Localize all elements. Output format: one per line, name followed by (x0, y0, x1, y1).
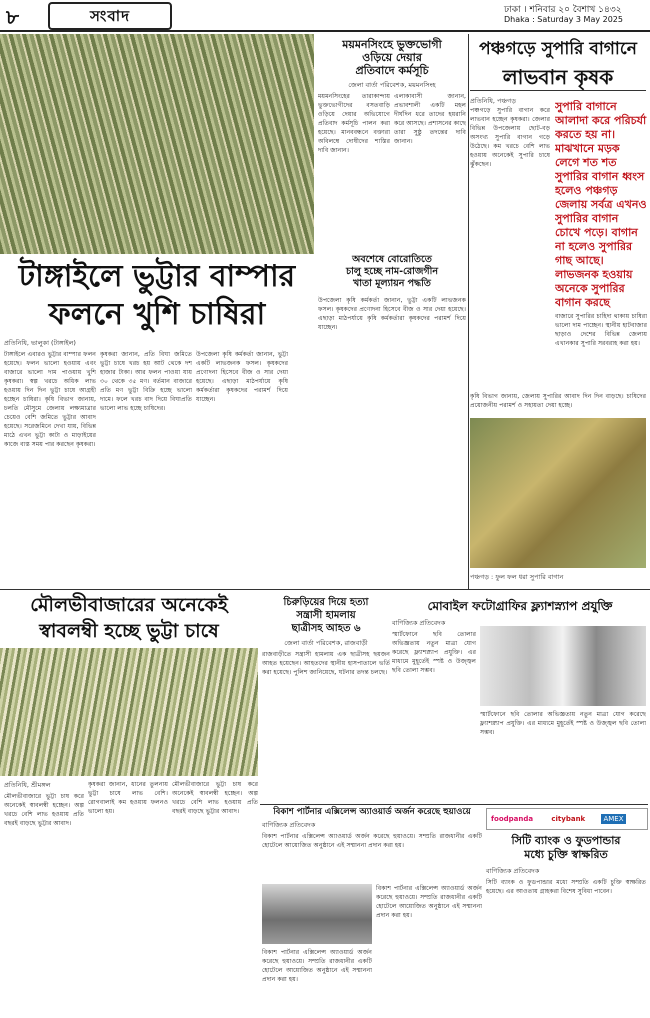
maize-byline: প্রতিনিধি, ভালুকা (টাঙ্গাইল) (4, 339, 76, 347)
mymensingh-byline: জেলা বার্তা পরিবেশক, ময়মনসিংহ (348, 81, 436, 89)
moulvibazar-text-col-3: মৌলভীবাজারে ভুট্টা চাষ করে অনেকেই স্বাবলম্বী হচ্ছেন। অল্প খরচে বেশি লাভ হওয়ায় প্রতি বছরই বাড়ছে ভুট্টার আবাদ। (172, 781, 258, 815)
city-title-line-2: মধ্যে চুক্তি স্বাক্ষরিত (524, 848, 608, 861)
betel-text-col-2: বাজারে সুপারির চাহিদা থাকায় চাষিরা ভালো দাম পাচ্ছেন। স্থানীয় হাটবাজার ছাড়াও দেশের বিভিন্ন জেলায় এখানকার সুপারি সরবরাহ করা হয়। (555, 313, 647, 347)
mymensingh-title-line-2: ওড়িয়ে দেয়ার (362, 51, 422, 64)
citybank-logo: citybank (551, 815, 586, 823)
betel-title (470, 38, 646, 60)
moulvibazar-photo (0, 648, 258, 776)
rice-title-line-3: খাতা মূল্যায়ন পদ্ধতি (353, 278, 431, 289)
maize-headline-line-1: টাঙ্গাইলে ভুট্টার বাম্পার (18, 259, 296, 294)
chirudia-title (262, 596, 390, 635)
maize-text-col-2: কৃষকরা জানান, প্রতি বিঘা জমিতে ভুট্টা চাষে খরচ হয় আট থেকে দশ হাজার টাকা। আর ফলন পাওয়া যায় ৩০ থেকে ৩৫ মণ। বর্তমান বাজারে প্রতি মণ ভুট্টা বিক্রি হচ্ছে ভালো দামে। ফলে খরচ বাদ দিয়ে বিঘাপ্রতি ভালো লাভ হচ্ছে চাষিদের। (100, 351, 192, 412)
bikash-award-photo (262, 884, 372, 944)
betel-title-line-1: পঞ্চগড়ে সুপারি বাগানে (479, 39, 637, 59)
bikash-text-3: বিকাশ পার্টনার এক্সিলেন্স অ্যাওয়ার্ড অর্জন করেছে হুয়াওয়ে। সম্প্রতি রাজধানীর একটি হোটেলে আয়োজিত অনুষ্ঠানে এই সম্মাননা প্রদান করা হয়। (262, 949, 372, 983)
city-logo-strip (486, 808, 648, 830)
mymensingh-text-col-2: এলাকাবাসী জানান, প্রভাবশালী একটি মহল দীর্ঘদিন ধরে তাদের হয়রানি করে আসছে। প্রশাসনের কাছে তারা সুষ্ঠু তদন্তের দাবি জানান। (394, 93, 466, 145)
maize-headline-line-2: ফলনে খুশি চাষিরা (48, 297, 266, 332)
city-title (486, 834, 646, 862)
bikash-text: বিকাশ পার্টনার এক্সিলেন্স অ্যাওয়ার্ড অর্জন করেছে হুয়াওয়ে। সম্প্রতি রাজধানীর একটি হোটেলে আয়োজিত অনুষ্ঠানে এই সম্মাননা প্রদান করা হয়। (262, 833, 482, 849)
city-byline: বাণিজ্যিক প্রতিবেদক (486, 867, 540, 875)
bikash-divider (260, 804, 648, 805)
chirudia-title-line-1: চিরুড়িয়ের দিয়ে হত্যা (283, 597, 369, 608)
amex-logo: AMEX (603, 815, 624, 823)
mymensingh-text-col-1: ময়মনসিংহের তারাকান্দায় ভুক্তভোগীদের বসতবাড়ি ওড়িয়ে দেয়ার অভিযোগে প্রতিবাদ কর্মসূচি পালন করা হয়েছে। মানববন্ধনে বক্তারা অবিলম্বে দোষীদের শাস্তির দাবি জানান। (318, 93, 390, 154)
betel-text-col-3: কৃষি বিভাগ জানায়, জেলায় সুপারির আবাদ দিন দিন বাড়ছে। চাষিদের প্রয়োজনীয় পরামর্শ ও সহায়তা দেয়া হচ্ছে। (470, 393, 646, 409)
betel-text-col-1: পঞ্চগড়ে সুপারি বাগান করে লাভবান হচ্ছেন কৃষকরা। জেলার বিভিন্ন উপজেলায় ছোট-বড় অসংখ্য সুপারি বাগান গড়ে উঠেছে। কম খরচে বেশি লাভ হওয়ায় অনেকেই সুপারি চাষে ঝুঁকছেন। (470, 107, 550, 168)
city-text: সিটি ব্যাংক ও ফুডপান্ডার মধ্যে সম্প্রতি একটি চুক্তি স্বাক্ষরিত হয়েছে। এর আওতায় গ্রাহকরা বিশেষ সুবিধা পাবেন। (486, 879, 646, 895)
mobile-text-2: স্মার্টফোনে ছবি তোলার অভিজ্ঞতায় নতুন মাত্রা যোগ করেছে ফ্ল্যাশস্ন্যাপ প্রযুক্তি। এর মাধ্যমে মুহূর্তেই স্পষ্ট ও উজ্জ্বল ছবি তোলা সম্ভব। (480, 711, 646, 736)
mobile-phone-photo (480, 626, 646, 706)
maize-text-col-1: টাঙ্গাইলে এবারও ভুট্টার বাম্পার ফলন হয়েছে। ফলন ভালো হওয়ায় এবং বাজারে ভালো দাম পাওয়ায় খুশি কৃষকরা। স্বল্প খরচে অধিক লাভ হওয়ায় দিন দিন ভুট্টা চাষে আগ্রহী হচ্ছেন চাষিরা। কৃষি বিভাগ জানায়, চলতি মৌসুমে জেলায় লক্ষ্যমাত্রার চেয়েও বেশি জমিতে ভুট্টার আবাদ হয়েছে। সরেজমিনে দেখা যায়, বিভিন্ন মাঠে এখন ভুট্টা কাটা ও মাড়াইয়ের কাজে ব্যস্ত সময় পার করছেন কৃষকরা। (4, 351, 96, 448)
masthead-logo[interactable]: সংবাদ (48, 2, 172, 30)
moulvibazar-byline: প্রতিনিধি, শ্রীমঙ্গল (4, 781, 51, 789)
rice-title (318, 254, 466, 290)
city-title-line-1: সিটি ব্যাংক ও ফুডপান্ডার (511, 834, 621, 847)
rice-text: উপজেলা কৃষি কর্মকর্তা জানান, ভুট্টা একটি লাভজনক ফসল। কৃষকদের প্রণোদনা হিসেবে বীজ ও সার দেয়া হয়েছে। এছাড়া মাঠপর্যায়ে কৃষি কর্মকর্তারা কৃষকদের পরামর্শ দিয়ে যাচ্ছেন। (318, 297, 466, 331)
betel-pull-quote: সুপারি বাগানে আলাদা করে পরিচর্যা করতে হয় না। মাঝখানে মড়ক লেগে শত শত সুপারির বাগান ধ্বংস হলেও পঞ্চগড় জেলায় সর্বত্র এখনও সুপারির বাগান চোখে পড়ে। বাগান না হলেও সুপারির গাছ আছে। লাভজনক হওয়ায় অনেকে সুপারির বাগান করছে (555, 100, 647, 308)
date-english: Dhaka : Saturday 3 May 2025 (504, 15, 623, 24)
betel-byline: প্রতিনিধি, পঞ্চগড় (470, 97, 516, 105)
chirudia-byline: জেলা বার্তা পরিবেশক, রাজবাড়ী (284, 639, 368, 647)
betel-subtitle: লাভবান কৃষক (470, 64, 646, 91)
mymensingh-title (318, 38, 466, 77)
bikash-byline: বাণিজ্যিক প্রতিবেদক (262, 821, 316, 829)
section-divider (0, 589, 650, 590)
rice-title-line-1: অবশেষে বোরোতিতে (352, 254, 432, 265)
moulvibazar-headline-line-1: মৌলভীবাজারের অনেকেই (30, 594, 228, 616)
chirudia-title-line-3: ছাত্রীসহ আহত ৬ (291, 623, 361, 634)
foodpanda-logo: foodpanda (491, 815, 534, 823)
betel-garden-photo (470, 418, 646, 568)
column-divider (468, 34, 469, 589)
moulvibazar-text-col-2: কৃষকরা জানান, ধানের তুলনায় ভুট্টা চাষে লাভ বেশি। রোগবালাই কম হওয়ায় ফলনও ভালো হয়। (88, 781, 168, 815)
bikash-title: বিকাশ পার্টনার এক্সিলেন্স অ্যাওয়ার্ড অর্জন করেছে হুয়াওয়ে (273, 807, 471, 817)
moulvibazar-text-col-1: মৌলভীবাজারে ভুট্টা চাষ করে অনেকেই স্বাবলম্বী হচ্ছেন। অল্প খরচে বেশি লাভ হওয়ায় প্রতি বছরই বাড়ছে ভুট্টার আবাদ। (4, 793, 84, 827)
moulvibazar-headline-line-2: স্বাবলম্বী হচ্ছে ভুট্টা চাষে (39, 620, 219, 642)
rice-title-line-2: চালু হচ্ছে নাম-রোজগীন (346, 266, 438, 277)
mymensingh-title-line-3: প্রতিবাদে কর্মসূচি (355, 64, 429, 77)
betel-photo-caption: পঞ্চগড় : ফুল ফল ধরা সুপারি বাগান (470, 573, 564, 581)
moulvibazar-headline (0, 592, 258, 644)
chirudia-title-line-2: সন্ত্রাসী হামলায় (296, 610, 356, 621)
mobile-byline: বাণিজ্যিক প্রতিবেদক (392, 619, 446, 627)
mobile-text: স্মার্টফোনে ছবি তোলার অভিজ্ঞতায় নতুন মাত্রা যোগ করেছে ফ্ল্যাশস্ন্যাপ প্রযুক্তি। এর মাধ্যমে মুহূর্তেই স্পষ্ট ও উজ্জ্বল ছবি তোলা সম্ভব। (392, 631, 476, 674)
mobile-title: মোবাইল ফটোগ্রাফির ফ্ল্যাশস্ন্যাপ প্রযুক্তি (427, 599, 613, 613)
maize-field-photo (0, 34, 314, 254)
date-bangla: ঢাকা । শনিবার ২০ বৈশাখ ১৪৩২ (504, 5, 622, 15)
bikash-text-2: বিকাশ পার্টনার এক্সিলেন্স অ্যাওয়ার্ড অর্জন করেছে হুয়াওয়ে। সম্প্রতি রাজধানীর একটি হোটেলে আয়োজিত অনুষ্ঠানে এই সম্মাননা প্রদান করা হয়। (376, 885, 482, 919)
maize-text-col-3: উপজেলা কৃষি কর্মকর্তা জানান, ভুট্টা একটি লাভজনক ফসল। কৃষকদের প্রণোদনা হিসেবে বীজ ও সার দেয়া হয়েছে। এছাড়া মাঠপর্যায়ে কৃষি কর্মকর্তারা কৃষকদের পরামর্শ দিয়ে যাচ্ছেন। (196, 351, 288, 403)
maize-headline (0, 258, 314, 334)
mymensingh-title-line-1: ময়মনসিংহে ভুক্তভোগী (342, 38, 442, 51)
page-number: ৮ (6, 5, 19, 29)
chirudia-text: রাজবাড়ীতে সন্ত্রাসী হামলায় এক ছাত্রীসহ ছয়জন আহত হয়েছেন। আহতদের স্থানীয় হাসপাতালে ভর্তি করা হয়েছে। পুলিশ জানিয়েছে, ঘটনার তদন্ত চলছে। (262, 651, 390, 676)
